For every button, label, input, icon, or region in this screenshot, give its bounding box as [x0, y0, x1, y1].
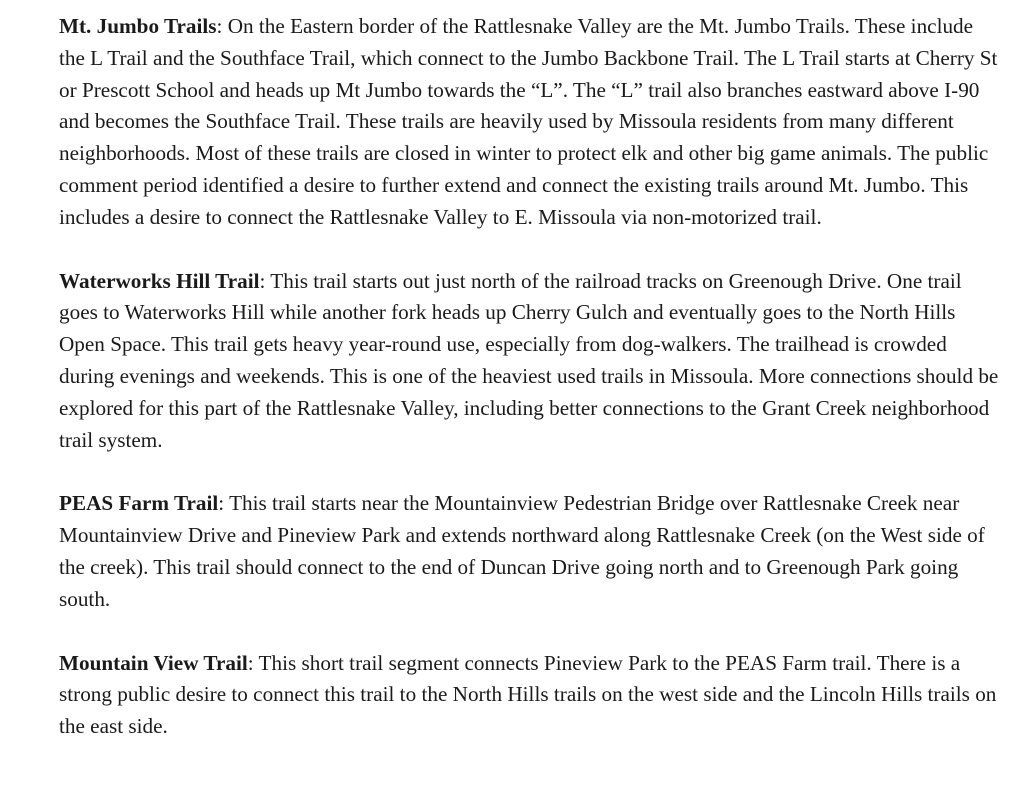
section-peas-farm-trail [59, 488, 1004, 615]
section-waterworks-hill-trail [59, 266, 1004, 457]
section-text: : This trail starts out just north of the railroad tracks on Greenough Drive. One trail goes to Waterworks Hill while another fork heads up Cherry Gulch and eventually goes to the North Hills Open Space. This trail gets heavy year-round use, especially from dog-walkers. The trailhead is crowded during evenings and weekends. This is one of the heaviest used trails in Missoula. More connections should be explored for this part of the Rattlesnake Valley, including better connections to the Grant Creek neighborhood trail system. [59, 268, 999, 452]
section-term: PEAS Farm Trail [59, 491, 219, 516]
document-page [59, 11, 1004, 775]
section-term: Mt. Jumbo Trails [59, 14, 217, 38]
section-mountain-view-trail [59, 648, 1004, 743]
section-term: Mountain View Trail [59, 650, 248, 675]
section-text: : This short trail segment connects Pineview Park to the PEAS Farm trail. There is a strong public desire to connect this trail to the North Hills trails on the west side and the Lincoln Hills trails on the east side. [59, 650, 997, 739]
section-term: Waterworks Hill Trail [59, 268, 260, 293]
section-text: : This trail starts near the Mountainview Pedestrian Bridge over Rattlesnake Creek near Mountainview Drive and Pineview Park and extends northward along Rattlesnake Creek (on the West side of the creek). This trail should connect to the end of Duncan Drive going north and to Greenough Park going south. [59, 491, 985, 611]
section-mt-jumbo-trails [59, 11, 1004, 234]
section-text: : On the Eastern border of the Rattlesnake Valley are the Mt. Jumbo Trails. These include the L Trail and the Southface Trail, which connect to the Jumbo Backbone Trail. The L Trail starts at Cherry St or Prescott School and heads up Mt Jumbo towards the “L”. The “L” trail also branches eastward above I-90 and becomes the Southface Trail. These trails are heavily used by Missoula residents from many different neighborhoods. Most of these trails are closed in winter to protect elk and other big game animals. The public comment period identified a desire to further extend and connect the existing trails around Mt. Jumbo. This includes a desire to connect the Rattlesnake Valley to E. Missoula via non-motorized trail. [59, 14, 998, 229]
